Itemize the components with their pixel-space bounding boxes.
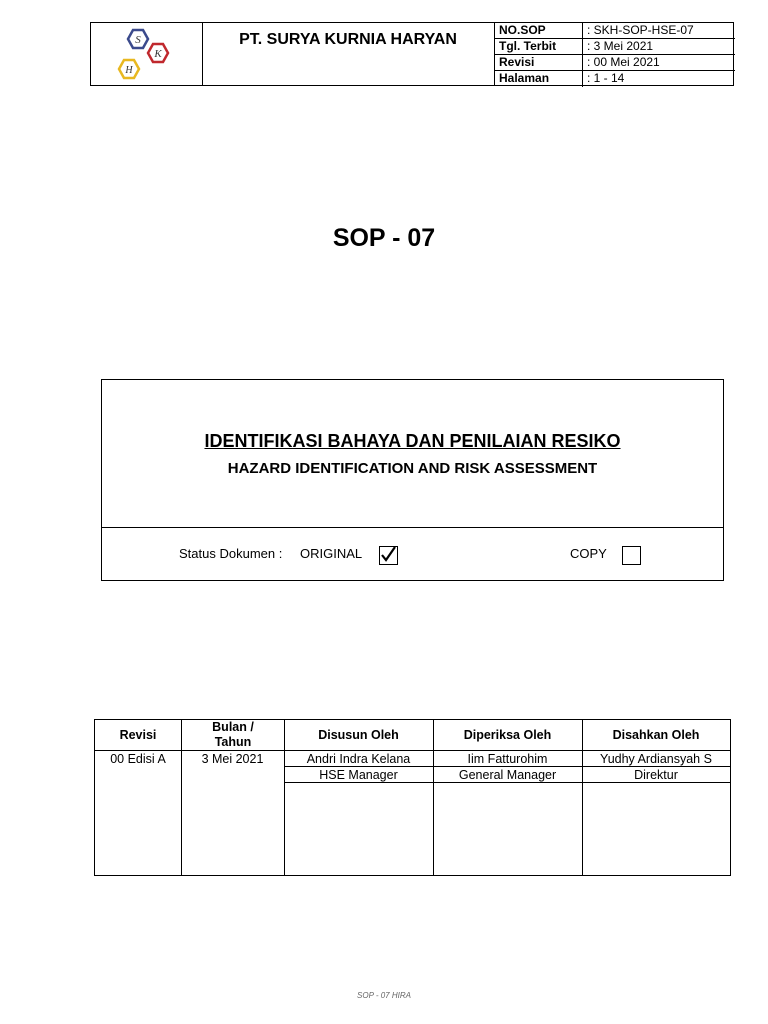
logo-letter-h: H [125,65,133,76]
document-title-box [101,379,724,581]
document-header [90,22,734,86]
checkmark-icon [379,545,398,564]
company-logo [91,23,202,85]
meta-value: : 1 - 14 [587,71,625,85]
meta-label: NO.SOP [499,23,546,37]
logo-cell [91,23,203,85]
company-name: PT. SURYA KURNIA HARYAN [239,31,457,48]
page-footer: SOP - 07 HIRA [357,991,411,1000]
meta-value: : 00 Mei 2021 [587,55,660,69]
logo-letter-k: K [154,48,162,60]
cell-bulan: 3 Mei 2021 [201,752,264,766]
copy-label: COPY [570,546,607,561]
header-revisi: Revisi [119,728,157,742]
meta-label: Tgl. Terbit [499,39,557,53]
cell-revisi: 00 Edisi A [110,752,166,766]
divider [102,527,723,528]
cell-disahkan-name: Yudhy Ardiansyah S [600,752,712,766]
meta-label: Halaman [499,71,550,85]
cell-disahkan-role: Direktur [634,768,678,782]
original-checkbox[interactable] [379,546,398,565]
cell-disusun-name: Andri Indra Kelana [306,752,411,766]
meta-value: : SKH-SOP-HSE-07 [587,23,694,37]
meta-value: : 3 Mei 2021 [587,39,654,53]
header-disusun: Disusun Oleh [318,728,399,742]
meta-label: Revisi [499,55,535,69]
cell-diperiksa-name: Iim Fatturohim [467,752,548,766]
revision-table [94,719,731,876]
header-bulan-tahun: Bulan / Tahun [212,720,254,749]
cell-diperiksa-role: General Manager [458,768,557,782]
logo-letter-s: S [135,34,141,46]
sop-meta-table [494,23,735,85]
title-english: HAZARD IDENTIFICATION AND RISK ASSESSMENT [227,460,598,477]
status-label: Status Dokumen : [179,546,283,561]
meta-row-halaman [495,71,735,87]
meta-row-no-sop [495,23,735,39]
meta-row-tgl-terbit [495,39,735,55]
header-diperiksa: Diperiksa Oleh [463,728,552,742]
copy-checkbox[interactable] [622,546,641,565]
header-disahkan: Disahkan Oleh [612,728,700,742]
meta-row-revisi [495,55,735,71]
title-indonesian: IDENTIFIKASI BAHAYA DAN PENILAIAN RESIKO [204,431,621,451]
sop-title: SOP - 07 [332,224,436,252]
cell-disusun-role: HSE Manager [319,768,398,782]
original-label: ORIGINAL [300,546,363,561]
